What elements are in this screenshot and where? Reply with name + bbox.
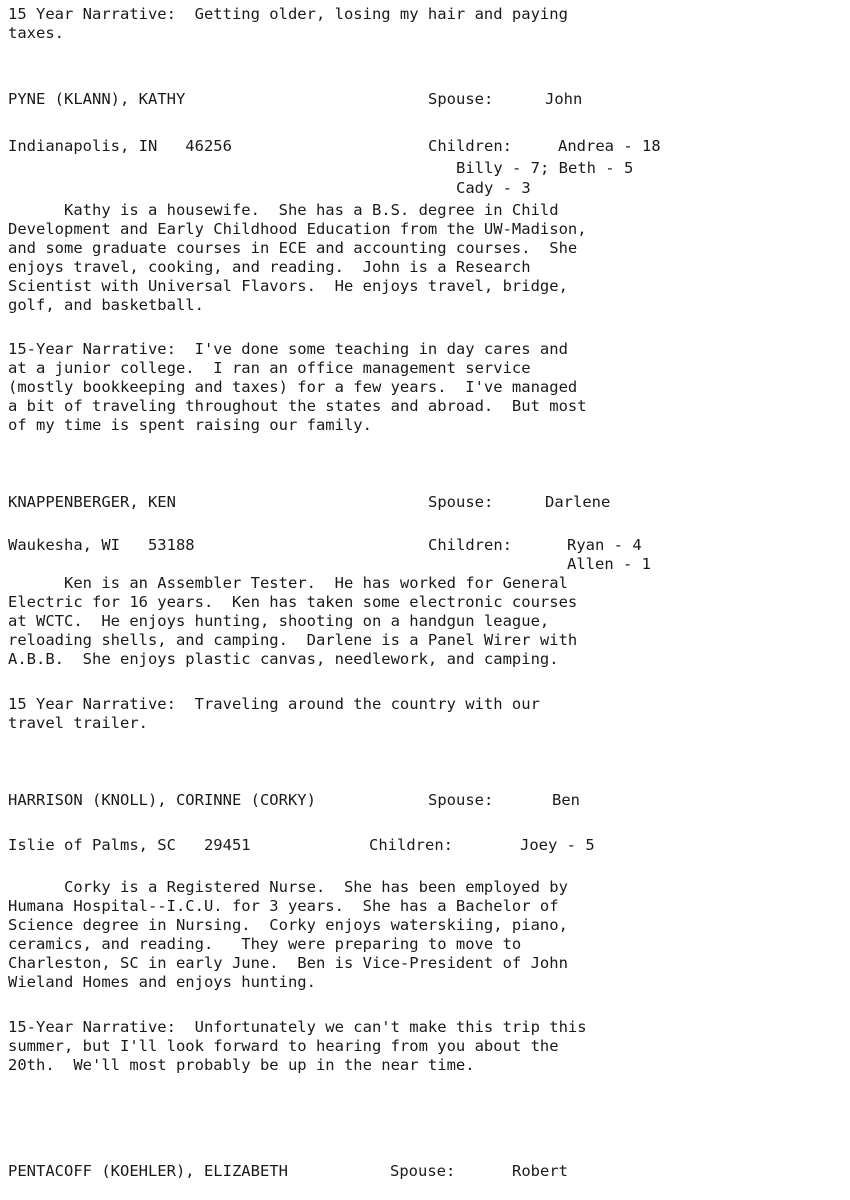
- child-entry: Joey - 5: [520, 836, 595, 854]
- narrative-line: taxes.: [8, 24, 64, 42]
- narrative-line: 15-Year Narrative: Unfortunately we can't make this trip this: [8, 1018, 587, 1036]
- entry-location: Indianapolis, IN 46256: [8, 137, 232, 155]
- bio-line: Ken is an Assembler Tester. He has worked for General: [8, 574, 568, 592]
- bio-line: ceramics, and reading. They were preparing to move to: [8, 935, 522, 953]
- bio-line: Kathy is a housewife. She has a B.S. degree in Child: [8, 201, 559, 219]
- spouse-name: Darlene: [545, 493, 611, 511]
- narrative-line: at a junior college. I ran an office management service: [8, 359, 531, 377]
- bio-line: reloading shells, and camping. Darlene is a Panel Wirer with: [8, 631, 578, 649]
- bio-line: at WCTC. He enjoys hunting, shooting on a handgun league,: [8, 612, 550, 630]
- bio-line: and some graduate courses in ECE and accounting courses. She: [8, 239, 578, 257]
- narrative-line: (mostly bookkeeping and taxes) for a few years. I've managed: [8, 378, 578, 396]
- bio-line: A.B.B. She enjoys plastic canvas, needlework, and camping.: [8, 650, 559, 668]
- spouse-label: Spouse:: [390, 1162, 456, 1180]
- bio-line: Charleston, SC in early June. Ben is Vice-President of John: [8, 954, 568, 972]
- bio-line: Humana Hospital--I.C.U. for 3 years. She has a Bachelor of: [8, 897, 559, 915]
- children-label: Children:: [369, 836, 453, 854]
- narrative-line: 15 Year Narrative: Traveling around the country with our: [8, 695, 540, 713]
- child-entry: Cady - 3: [456, 179, 531, 197]
- children-label: Children:: [428, 536, 512, 554]
- entry-name: HARRISON (KNOLL), CORINNE (CORKY): [8, 791, 316, 809]
- narrative-line: 20th. We'll most probably be up in the near time.: [8, 1056, 475, 1074]
- spouse-label: Spouse:: [428, 90, 494, 108]
- narrative-line: of my time is spent raising our family.: [8, 416, 372, 434]
- bio-line: Electric for 16 years. Ken has taken some electronic courses: [8, 593, 578, 611]
- entry-name: PENTACOFF (KOEHLER), ELIZABETH: [8, 1162, 288, 1180]
- spouse-name: John: [545, 90, 583, 108]
- entry-name: KNAPPENBERGER, KEN: [8, 493, 176, 511]
- narrative-line: 15-Year Narrative: I've done some teaching in day cares and: [8, 340, 568, 358]
- children-label: Children:: [428, 137, 512, 155]
- child-entry: Andrea - 18: [558, 137, 661, 155]
- bio-line: Development and Early Childhood Education from the UW-Madison,: [8, 220, 587, 238]
- spouse-name: Robert: [512, 1162, 568, 1180]
- spouse-name: Ben: [552, 791, 580, 809]
- entry-name: PYNE (KLANN), KATHY: [8, 90, 186, 108]
- spouse-label: Spouse:: [428, 791, 494, 809]
- bio-line: Science degree in Nursing. Corky enjoys waterskiing, piano,: [8, 916, 568, 934]
- entry-location: Islie of Palms, SC 29451: [8, 836, 251, 854]
- bio-line: golf, and basketball.: [8, 296, 204, 314]
- entry-location: Waukesha, WI 53188: [8, 536, 195, 554]
- bio-line: Scientist with Universal Flavors. He enjoys travel, bridge,: [8, 277, 568, 295]
- child-entry: Billy - 7; Beth - 5: [456, 159, 634, 177]
- bio-line: Corky is a Registered Nurse. She has been employed by: [8, 878, 568, 896]
- bio-line: Wieland Homes and enjoys hunting.: [8, 973, 316, 991]
- spouse-label: Spouse:: [428, 493, 494, 511]
- bio-line: enjoys travel, cooking, and reading. John is a Research: [8, 258, 531, 276]
- narrative-line: 15 Year Narrative: Getting older, losing my hair and paying: [8, 5, 568, 23]
- child-entry: Allen - 1: [567, 555, 651, 573]
- child-entry: Ryan - 4: [567, 536, 642, 554]
- narrative-line: travel trailer.: [8, 714, 148, 732]
- narrative-line: summer, but I'll look forward to hearing from you about the: [8, 1037, 559, 1055]
- narrative-line: a bit of traveling throughout the states and abroad. But most: [8, 397, 587, 415]
